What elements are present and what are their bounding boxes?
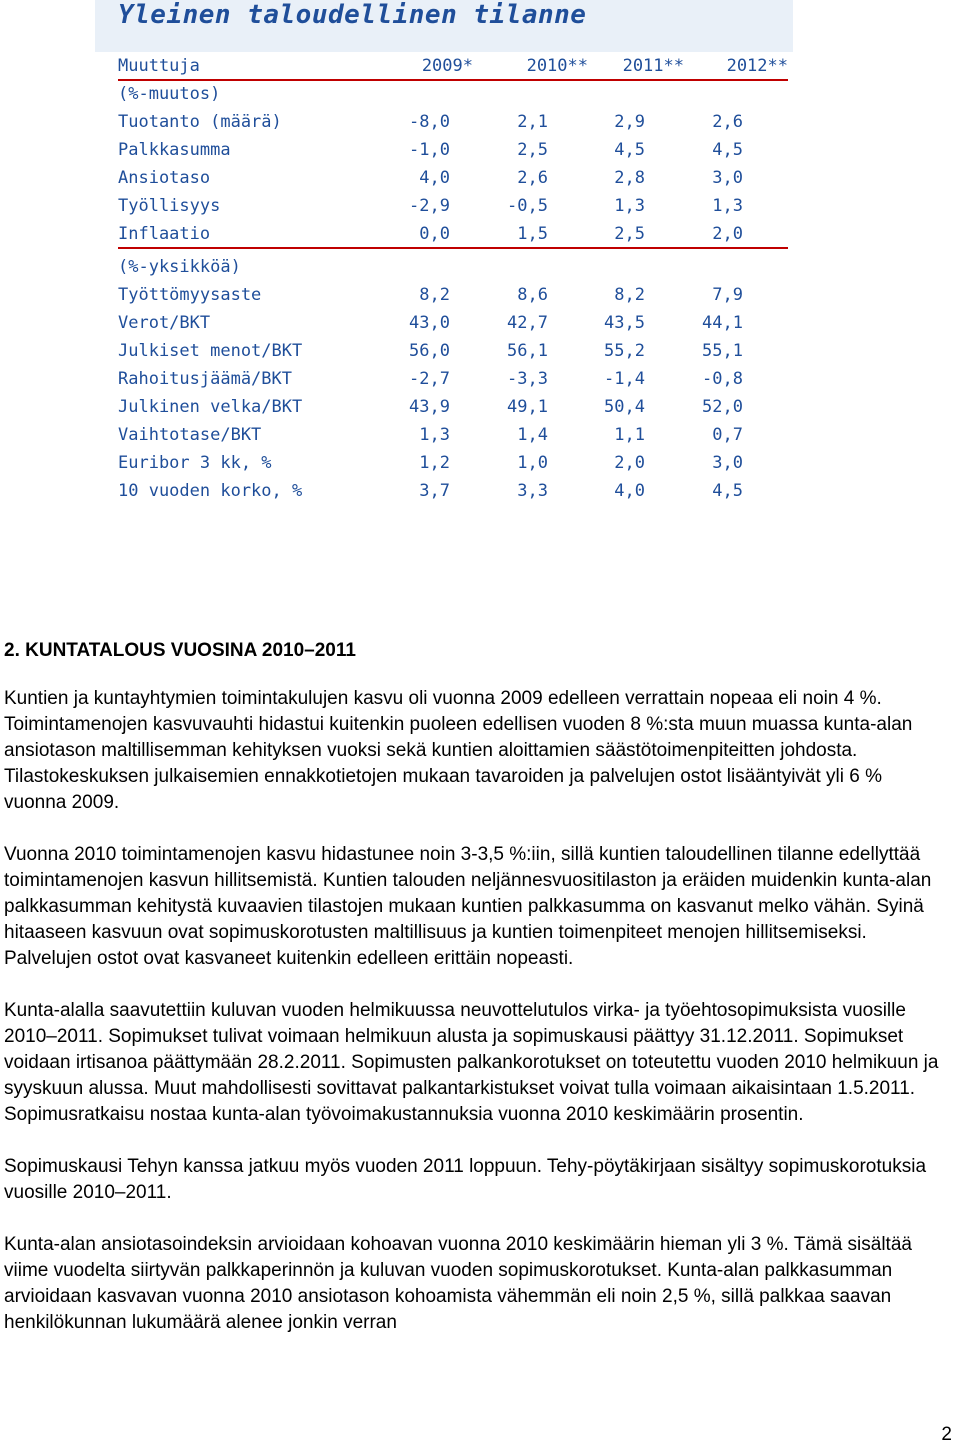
cell-value: 0,7 — [712, 425, 743, 445]
table-row — [118, 192, 788, 220]
row-label: Euribor 3 kk, % — [118, 453, 272, 473]
table-row — [118, 164, 788, 192]
row-label: Julkiset menot/BKT — [118, 341, 303, 361]
table-row — [118, 309, 788, 337]
cell-value: 8,2 — [614, 285, 645, 305]
cell-value: 4,5 — [712, 481, 743, 501]
row-label: Ansiotaso — [118, 168, 211, 188]
cell-value: 8,2 — [419, 285, 450, 305]
cell-value: 1,1 — [614, 425, 645, 445]
cell-value: 1,3 — [712, 196, 743, 216]
cell-value: 2,5 — [517, 140, 548, 160]
cell-value: 1,3 — [614, 196, 645, 216]
cell-value: -0,8 — [702, 369, 743, 389]
row-label: Työllisyys — [118, 196, 221, 216]
paragraph-2: Vuonna 2010 toimintamenojen kasvu hidastunee noin 3-3,5 %:iin, sillä kuntien taloudellinen tilanne edellyttää toimintamenojen kasvun hillitsemistä. Kuntien talouden neljännesvuositilaston ja eräiden muidenkin kunta-alan palkkasumman kehitystä kuvaavien tilastojen mukaan kuntien palkkasumma on kasvanut melko vähän. Syinä hitaaseen kasvuun ovat sopimuskorotusten maltillisuus ja kuntien toimenpiteet menojen hillitsemiseksi. Palvelujen ostot ovat kasvaneet kuitenkin edelleen erittäin nopeasti. — [4, 844, 932, 969]
row-label: Palkkasumma — [118, 140, 231, 160]
header-variable: Muuttuja — [118, 56, 200, 76]
cell-value: -8,0 — [409, 112, 450, 132]
cell-value: -3,3 — [507, 369, 548, 389]
cell-value: 55,1 — [702, 341, 743, 361]
cell-value: 43,9 — [409, 397, 450, 417]
header-2011: 2011** — [622, 56, 684, 76]
table-row — [118, 393, 788, 421]
table-row — [118, 281, 788, 309]
table-row — [118, 449, 788, 477]
cell-value: 55,2 — [604, 341, 645, 361]
cell-value: 2,1 — [517, 112, 548, 132]
table-row — [118, 136, 788, 164]
section-label: (%-muutos) — [118, 84, 221, 104]
cell-value: -2,7 — [409, 369, 450, 389]
cell-value: 2,8 — [614, 168, 645, 188]
cell-value: 1,4 — [517, 425, 548, 445]
section-label-row — [118, 80, 788, 108]
section-rule — [118, 247, 788, 249]
section-heading: 2. KUNTATALOUS VUOSINA 2010–2011 — [4, 640, 356, 661]
row-label: 10 vuoden korko, % — [118, 481, 303, 501]
table-row — [118, 365, 788, 393]
cell-value: -1,4 — [604, 369, 645, 389]
table-row — [118, 220, 788, 248]
page-number: 2 — [941, 1424, 952, 1445]
cell-value: 1,0 — [517, 453, 548, 473]
cell-value: 50,4 — [604, 397, 645, 417]
cell-value: 2,6 — [517, 168, 548, 188]
row-label: Inflaatio — [118, 224, 211, 244]
cell-value: 1,5 — [517, 224, 548, 244]
cell-value: 43,0 — [409, 313, 450, 333]
cell-value: 4,5 — [712, 140, 743, 160]
page-title: Yleinen taloudellinen tilanne — [118, 0, 587, 30]
cell-value: 56,1 — [507, 341, 548, 361]
table-row — [118, 337, 788, 365]
economy-table — [118, 52, 788, 505]
row-label: Tuotanto (määrä) — [118, 112, 282, 132]
cell-value: 2,5 — [614, 224, 645, 244]
header-2010: 2010** — [526, 56, 588, 76]
cell-value: 43,5 — [604, 313, 645, 333]
paragraph-4: Sopimuskausi Tehyn kanssa jatkuu myös vuoden 2011 loppuun. Tehy-pöytäkirjaan sisältyy sopimuskorotuksia vuosille 2010–2011. — [4, 1156, 927, 1203]
section-label-row — [118, 253, 788, 281]
cell-value: 4,0 — [614, 481, 645, 501]
cell-value: 7,9 — [712, 285, 743, 305]
cell-value: 3,0 — [712, 168, 743, 188]
cell-value: 44,1 — [702, 313, 743, 333]
cell-value: 3,0 — [712, 453, 743, 473]
row-label: Verot/BKT — [118, 313, 211, 333]
cell-value: 1,3 — [419, 425, 450, 445]
cell-value: 42,7 — [507, 313, 548, 333]
cell-value: 0,0 — [419, 224, 450, 244]
cell-value: -2,9 — [409, 196, 450, 216]
table-body — [118, 80, 788, 505]
cell-value: -0,5 — [507, 196, 548, 216]
row-label: Työttömyysaste — [118, 285, 262, 305]
table-header-row — [118, 52, 788, 80]
cell-value: 3,3 — [517, 481, 548, 501]
paragraph-5: Kunta-alan ansiotasoindeksin arvioidaan kohoavan vuonna 2010 keskimäärin hieman yli 3 %. Tämä sisältää viime vuodelta siirtyvän palkkaperinnön ja kuluvan vuoden sopimuskorotukset. Kunta-alan palkkasumman arvioidaan kasvavan vuonna 2010 ansiotason kohoamista vähemmän eli noin 2,5 %, sillä palkkaa saavan henkilökunnan lukumäärä alenee jonkin verran — [4, 1234, 912, 1333]
cell-value: 49,1 — [507, 397, 548, 417]
row-label: Julkinen velka/BKT — [118, 397, 303, 417]
paragraph-1: Kuntien ja kuntayhtymien toimintakulujen kasvu oli vuonna 2009 edelleen verrattain nopeaa eli noin 4 %. Toimintamenojen kasvuvauhti hidastui kuitenkin puoleen edellisen vuoden 8 %:sta muun muassa kunta-alan ansiotason maltillisemman kehityksen vuoksi sekä kuntien aloittamien säästötoimenpiteitten johdosta. Tilastokeskuksen julkaisemien ennakkotietojen mukaan tavaroiden ja palvelujen ostot lisääntyivät yli 6 % vuonna 2009. — [4, 688, 913, 813]
table-row — [118, 108, 788, 136]
cell-value: 2,6 — [712, 112, 743, 132]
row-label: Vaihtotase/BKT — [118, 425, 262, 445]
cell-value: 2,0 — [712, 224, 743, 244]
header-2012: 2012** — [726, 56, 788, 76]
cell-value: 8,6 — [517, 285, 548, 305]
cell-value: 52,0 — [702, 397, 743, 417]
cell-value: 2,0 — [614, 453, 645, 473]
cell-value: 4,0 — [419, 168, 450, 188]
cell-value: 4,5 — [614, 140, 645, 160]
table-row — [118, 477, 788, 505]
cell-value: 2,9 — [614, 112, 645, 132]
main-text — [4, 638, 949, 1362]
cell-value: 56,0 — [409, 341, 450, 361]
header-rule — [118, 79, 788, 81]
row-label: Rahoitusjäämä/BKT — [118, 369, 292, 389]
table-row — [118, 421, 788, 449]
cell-value: 1,2 — [419, 453, 450, 473]
cell-value: 3,7 — [419, 481, 450, 501]
section-label: (%-yksikköä) — [118, 257, 241, 277]
paragraph-3: Kunta-alalla saavutettiin kuluvan vuoden helmikuussa neuvottelutulos virka- ja työehtosopimuksista vuosille 2010–2011. Sopimukset tulivat voimaan helmikuun alusta ja sopimuskausi päättyy 31.12.2011. Sopimukset voidaan irtisanoa päättymään 28.2.2011. Sopimusten palkankorotukset on toteutettu vuoden 2010 helmikuun ja syyskuun alussa. Muut mahdollisesti sovittavat palkantarkistukset voivat tulla voimaan aikaisintaan 1.5.2011. Sopimusratkaisu nostaa kunta-alan työvoimakustannuksia vuonna 2010 keskimäärin prosentin. — [4, 1000, 939, 1125]
header-2009: 2009* — [421, 56, 473, 76]
cell-value: -1,0 — [409, 140, 450, 160]
